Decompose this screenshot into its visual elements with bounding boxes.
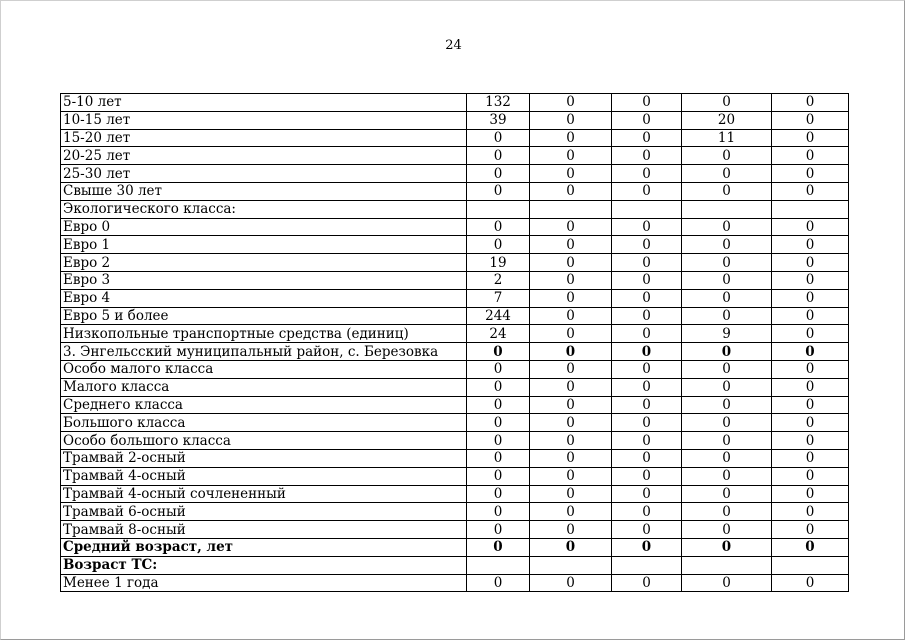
value-cell: 0 (772, 147, 849, 165)
value-cell: 0 (772, 289, 849, 307)
value-cell (467, 556, 530, 574)
row-label-cell: Менее 1 года (61, 574, 467, 592)
value-cell: 0 (612, 343, 682, 361)
value-cell: 0 (682, 574, 772, 592)
table-row (61, 111, 849, 129)
value-cell: 2 (467, 271, 530, 289)
value-cell: 0 (530, 343, 612, 361)
value-cell: 0 (467, 521, 530, 539)
value-cell: 0 (772, 485, 849, 503)
value-cell: 0 (682, 503, 772, 521)
value-cell: 0 (772, 449, 849, 467)
value-cell: 0 (612, 538, 682, 556)
table-row (61, 218, 849, 236)
table-row (61, 414, 849, 432)
table-row (61, 556, 849, 574)
table-row (61, 200, 849, 218)
value-cell: 0 (530, 218, 612, 236)
value-cell: 0 (772, 307, 849, 325)
value-cell: 0 (772, 343, 849, 361)
value-cell: 0 (467, 360, 530, 378)
value-cell: 0 (530, 254, 612, 272)
value-cell: 0 (772, 432, 849, 450)
value-cell: 0 (467, 236, 530, 254)
value-cell: 0 (772, 360, 849, 378)
table-row (61, 165, 849, 183)
value-cell: 0 (467, 538, 530, 556)
value-cell: 0 (467, 378, 530, 396)
row-label-cell: Евро 5 и более (61, 307, 467, 325)
value-cell: 0 (612, 503, 682, 521)
value-cell: 0 (530, 307, 612, 325)
row-label-cell: Большого класса (61, 414, 467, 432)
value-cell: 0 (530, 325, 612, 343)
value-cell: 0 (467, 165, 530, 183)
value-cell: 0 (682, 271, 772, 289)
value-cell: 0 (467, 449, 530, 467)
value-cell: 0 (612, 325, 682, 343)
value-cell: 0 (612, 432, 682, 450)
value-cell: 0 (530, 360, 612, 378)
value-cell: 0 (682, 485, 772, 503)
value-cell: 0 (682, 254, 772, 272)
value-cell: 0 (612, 165, 682, 183)
value-cell: 0 (682, 538, 772, 556)
value-cell: 0 (772, 182, 849, 200)
value-cell: 0 (612, 254, 682, 272)
value-cell: 0 (612, 111, 682, 129)
table-row (61, 307, 849, 325)
table-row (61, 449, 849, 467)
table-row (61, 254, 849, 272)
value-cell: 0 (682, 343, 772, 361)
value-cell: 19 (467, 254, 530, 272)
value-cell: 0 (467, 218, 530, 236)
row-label-cell: Трамвай 4-осный сочлененный (61, 485, 467, 503)
row-label-cell: Среднего класса (61, 396, 467, 414)
value-cell: 0 (467, 414, 530, 432)
value-cell: 0 (467, 503, 530, 521)
value-cell (772, 200, 849, 218)
value-cell: 0 (682, 396, 772, 414)
row-label-cell: Средний возраст, лет (61, 538, 467, 556)
value-cell: 24 (467, 325, 530, 343)
value-cell: 0 (530, 396, 612, 414)
value-cell: 0 (772, 111, 849, 129)
value-cell: 0 (467, 574, 530, 592)
row-label-cell: Низкопольные транспортные средства (единиц) (61, 325, 467, 343)
value-cell: 0 (530, 147, 612, 165)
value-cell: 0 (530, 236, 612, 254)
value-cell: 0 (612, 449, 682, 467)
value-cell: 0 (467, 182, 530, 200)
row-label-cell: Евро 0 (61, 218, 467, 236)
row-label-cell: Экологического класса: (61, 200, 467, 218)
row-label-cell: Особо большого класса (61, 432, 467, 450)
value-cell: 0 (530, 94, 612, 112)
value-cell: 0 (530, 538, 612, 556)
value-cell: 0 (772, 396, 849, 414)
value-cell: 0 (467, 467, 530, 485)
value-cell: 0 (612, 360, 682, 378)
value-cell: 0 (682, 449, 772, 467)
value-cell: 0 (612, 574, 682, 592)
value-cell: 0 (772, 236, 849, 254)
table-row (61, 236, 849, 254)
table-row (61, 94, 849, 112)
value-cell: 0 (772, 129, 849, 147)
value-cell: 0 (612, 414, 682, 432)
value-cell: 0 (530, 467, 612, 485)
row-label-cell: 25-30 лет (61, 165, 467, 183)
row-label-cell: Трамвай 4-осный (61, 467, 467, 485)
value-cell (772, 556, 849, 574)
value-cell (682, 200, 772, 218)
value-cell: 11 (682, 129, 772, 147)
value-cell: 0 (612, 147, 682, 165)
value-cell: 0 (612, 182, 682, 200)
value-cell: 0 (530, 129, 612, 147)
value-cell: 0 (682, 236, 772, 254)
value-cell: 0 (612, 129, 682, 147)
value-cell (612, 200, 682, 218)
value-cell: 0 (682, 289, 772, 307)
value-cell: 0 (772, 503, 849, 521)
value-cell: 0 (530, 521, 612, 539)
table-row (61, 467, 849, 485)
value-cell: 9 (682, 325, 772, 343)
row-label-cell: Евро 2 (61, 254, 467, 272)
value-cell: 0 (772, 218, 849, 236)
row-label-cell: 20-25 лет (61, 147, 467, 165)
row-label-cell: Трамвай 6-осный (61, 503, 467, 521)
value-cell: 132 (467, 94, 530, 112)
value-cell: 0 (772, 414, 849, 432)
table-row (61, 521, 849, 539)
table-row (61, 147, 849, 165)
table-row (61, 396, 849, 414)
value-cell: 0 (682, 360, 772, 378)
table-row (61, 538, 849, 556)
value-cell: 0 (682, 307, 772, 325)
row-label-cell: Трамвай 2-осный (61, 449, 467, 467)
table-row (61, 325, 849, 343)
value-cell: 0 (612, 94, 682, 112)
value-cell: 0 (530, 165, 612, 183)
value-cell: 0 (612, 236, 682, 254)
table-row (61, 343, 849, 361)
row-label-cell: Свыше 30 лет (61, 182, 467, 200)
value-cell: 0 (682, 147, 772, 165)
value-cell: 0 (772, 521, 849, 539)
value-cell: 0 (772, 467, 849, 485)
table-row (61, 432, 849, 450)
row-label-cell: 10-15 лет (61, 111, 467, 129)
value-cell: 0 (772, 378, 849, 396)
value-cell: 0 (772, 574, 849, 592)
value-cell: 0 (530, 378, 612, 396)
value-cell (612, 556, 682, 574)
value-cell (530, 200, 612, 218)
value-cell: 0 (467, 485, 530, 503)
value-cell: 0 (530, 485, 612, 503)
value-cell: 0 (682, 378, 772, 396)
table-row (61, 129, 849, 147)
value-cell: 0 (772, 538, 849, 556)
value-cell: 0 (682, 432, 772, 450)
value-cell: 0 (682, 182, 772, 200)
value-cell: 0 (467, 343, 530, 361)
value-cell: 0 (682, 521, 772, 539)
table-row (61, 360, 849, 378)
value-cell (682, 556, 772, 574)
value-cell: 0 (530, 111, 612, 129)
row-label-cell: Евро 4 (61, 289, 467, 307)
value-cell: 0 (612, 271, 682, 289)
value-cell: 20 (682, 111, 772, 129)
value-cell: 0 (682, 165, 772, 183)
value-cell: 0 (612, 307, 682, 325)
value-cell: 0 (772, 165, 849, 183)
value-cell: 0 (530, 503, 612, 521)
value-cell: 0 (612, 289, 682, 307)
row-label-cell: Малого класса (61, 378, 467, 396)
value-cell: 0 (682, 467, 772, 485)
table-row (61, 485, 849, 503)
value-cell: 0 (467, 432, 530, 450)
row-label-cell: Возраст ТС: (61, 556, 467, 574)
value-cell: 0 (772, 271, 849, 289)
value-cell: 0 (530, 182, 612, 200)
value-cell: 0 (530, 449, 612, 467)
value-cell: 7 (467, 289, 530, 307)
value-cell: 0 (467, 129, 530, 147)
value-cell: 0 (530, 414, 612, 432)
value-cell: 0 (530, 432, 612, 450)
value-cell: 0 (612, 467, 682, 485)
row-label-cell: 3. Энгельсский муниципальный район, с. Березовка (61, 343, 467, 361)
value-cell: 0 (772, 325, 849, 343)
value-cell: 0 (530, 289, 612, 307)
value-cell: 0 (530, 271, 612, 289)
table-row (61, 503, 849, 521)
value-cell (467, 200, 530, 218)
value-cell: 0 (682, 94, 772, 112)
row-label-cell: Трамвай 8-осный (61, 521, 467, 539)
table-body (61, 94, 849, 592)
value-cell: 0 (612, 378, 682, 396)
statistics-table (60, 93, 849, 592)
page-number: 24 (445, 38, 462, 53)
table-row (61, 182, 849, 200)
row-label-cell: Особо малого класса (61, 360, 467, 378)
table-row (61, 378, 849, 396)
value-cell (530, 556, 612, 574)
value-cell: 0 (682, 414, 772, 432)
value-cell: 0 (612, 218, 682, 236)
value-cell: 0 (772, 254, 849, 272)
row-label-cell: Евро 1 (61, 236, 467, 254)
row-label-cell: Евро 3 (61, 271, 467, 289)
row-label-cell: 15-20 лет (61, 129, 467, 147)
value-cell: 0 (612, 396, 682, 414)
row-label-cell: 5-10 лет (61, 94, 467, 112)
value-cell: 244 (467, 307, 530, 325)
value-cell: 0 (682, 218, 772, 236)
value-cell: 0 (467, 147, 530, 165)
value-cell: 0 (467, 396, 530, 414)
value-cell: 0 (612, 485, 682, 503)
table-row (61, 271, 849, 289)
value-cell: 0 (772, 94, 849, 112)
value-cell: 39 (467, 111, 530, 129)
table-row (61, 289, 849, 307)
value-cell: 0 (612, 521, 682, 539)
table-row (61, 574, 849, 592)
value-cell: 0 (530, 574, 612, 592)
